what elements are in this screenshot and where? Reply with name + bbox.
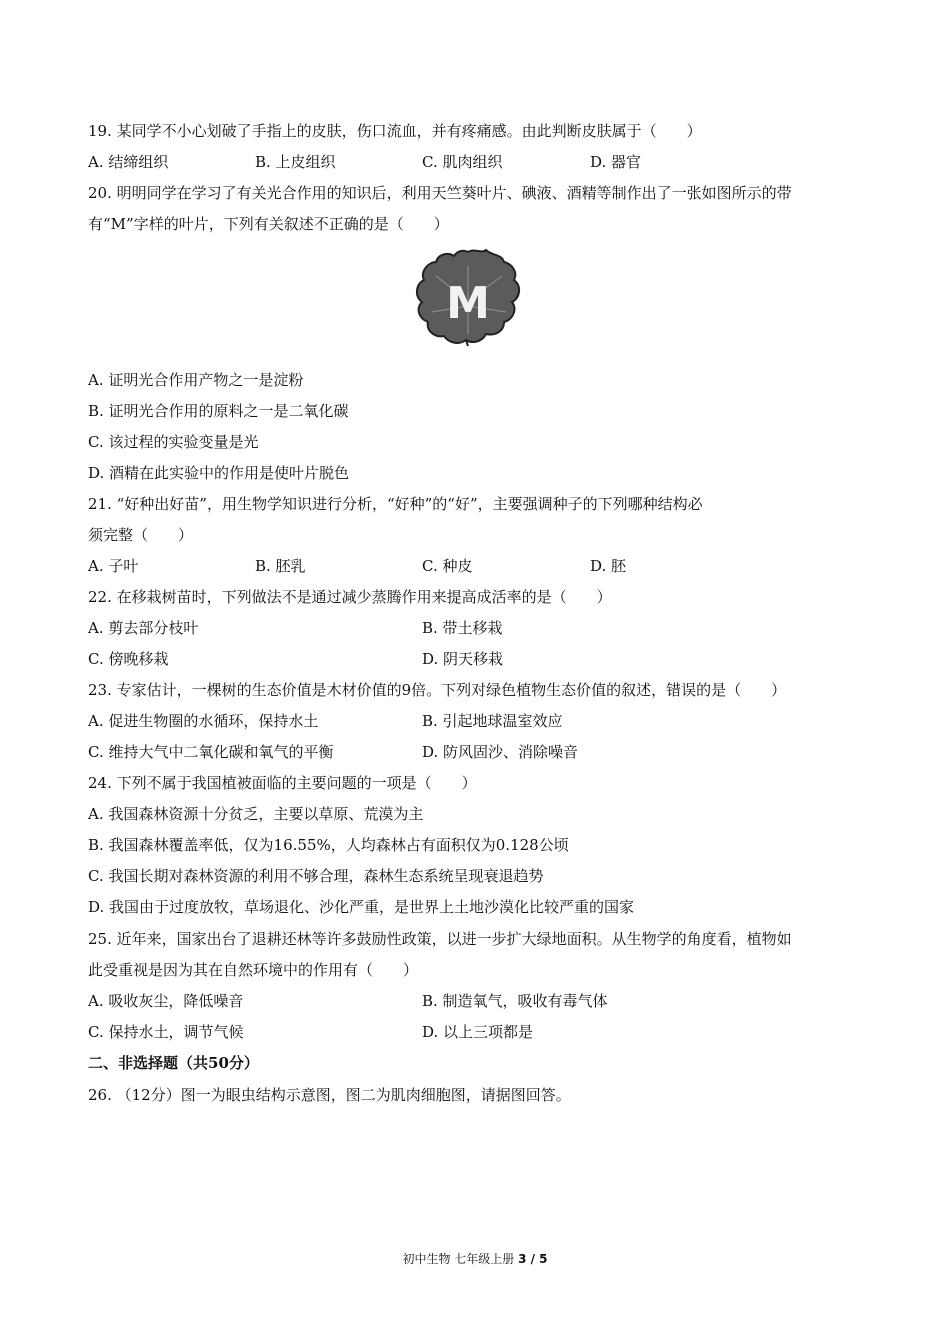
q22-option-c: C. 傍晚移栽 [88, 650, 169, 668]
q22-option-b: B. 带土移栽 [422, 619, 503, 637]
q25-option-d: D. 以上三项都是 [422, 1023, 534, 1041]
q21-option-b: B. 胚乳 [255, 557, 306, 575]
q21-stem-line2: 须完整（ ） [88, 526, 194, 544]
q23-option-b: B. 引起地球温室效应 [422, 712, 563, 730]
q24-option-a: A. 我国森林资源十分贫乏，主要以草原、荒漠为主 [88, 805, 424, 823]
q20-stem-line1: 20. 明明同学在学习了有关光合作用的知识后，利用天竺葵叶片、碘液、酒精等制作出了一张如图所示的带 [88, 184, 792, 202]
q19-stem: 19. 某同学不小心划破了手指上的皮肤，伤口流血，并有疼痛感。由此判断皮肤属于（ ） [88, 122, 702, 140]
q26-stem: 26. （12分）图一为眼虫结构示意图，图二为肌肉细胞图，请据图回答。 [88, 1086, 571, 1104]
q21-option-c: C. 种皮 [422, 557, 473, 575]
q23-stem: 23. 专家估计，一棵树的生态价值是木材价值的9倍。下列对绿色植物生态价值的叙述，错误的是（ ） [88, 681, 787, 699]
q24-option-b: B. 我国森林覆盖率低，仅为16.55%，人均森林占有面积仅为0.128公顷 [88, 836, 569, 854]
q20-option-d: D. 酒精在此实验中的作用是使叶片脱色 [88, 464, 350, 482]
footer-text: 初中生物 七年级上册 [402, 1252, 519, 1266]
q25-stem-line2: 此受重视是因为其在自然环境中的作用有（ ） [88, 961, 419, 979]
q23-option-c: C. 维持大气中二氧化碳和氧气的平衡 [88, 743, 334, 761]
leaf-m-figure [412, 246, 524, 350]
q19-option-b: B. 上皮组织 [255, 153, 336, 171]
leaf-letter: M [446, 278, 490, 329]
q21-option-a: A. 子叶 [88, 557, 139, 575]
q20-option-b: B. 证明光合作用的原料之一是二氧化碳 [88, 402, 349, 420]
q20-option-a: A. 证明光合作用产物之一是淀粉 [88, 371, 304, 389]
q22-option-a: A. 剪去部分枝叶 [88, 619, 199, 637]
q24-stem: 24. 下列不属于我国植被面临的主要问题的一项是（ ） [88, 774, 477, 792]
q20-stem-line2: 有“M”字样的叶片，下列有关叙述不正确的是（ ） [88, 215, 449, 233]
q25-option-a: A. 吸收灰尘，降低噪音 [88, 992, 244, 1010]
q21-stem-line1: 21. “好种出好苗”，用生物学知识进行分析，“好种”的“好”，主要强调种子的下列哪种结构必 [88, 495, 703, 513]
page-footer [0, 1250, 950, 1267]
q21-option-d: D. 胚 [590, 557, 627, 575]
q23-option-a: A. 促进生物圈的水循环，保持水土 [88, 712, 319, 730]
section2-heading: 二、非选择题（共50分） [88, 1054, 259, 1072]
page-number: 3 / 5 [518, 1252, 548, 1266]
q19-option-a: A. 结缔组织 [88, 153, 169, 171]
q20-option-c: C. 该过程的实验变量是光 [88, 433, 259, 451]
q23-option-d: D. 防风固沙、消除噪音 [422, 743, 579, 761]
q19-option-c: C. 肌肉组织 [422, 153, 503, 171]
q24-option-c: C. 我国长期对森林资源的利用不够合理，森林生态系统呈现衰退趋势 [88, 867, 544, 885]
q25-stem-line1: 25. 近年来，国家出台了退耕还林等许多鼓励性政策，以进一步扩大绿地面积。从生物学的角度看，植物如 [88, 930, 792, 948]
q25-option-c: C. 保持水土，调节气候 [88, 1023, 244, 1041]
q25-option-b: B. 制造氧气，吸收有毒气体 [422, 992, 608, 1010]
q19-option-d: D. 器官 [590, 153, 642, 171]
q22-stem: 22. 在移栽树苗时，下列做法不是通过减少蒸腾作用来提高成活率的是（ ） [88, 588, 612, 606]
q22-option-d: D. 阴天移栽 [422, 650, 504, 668]
q24-option-d: D. 我国由于过度放牧，草场退化、沙化严重，是世界上土地沙漠化比较严重的国家 [88, 898, 635, 916]
